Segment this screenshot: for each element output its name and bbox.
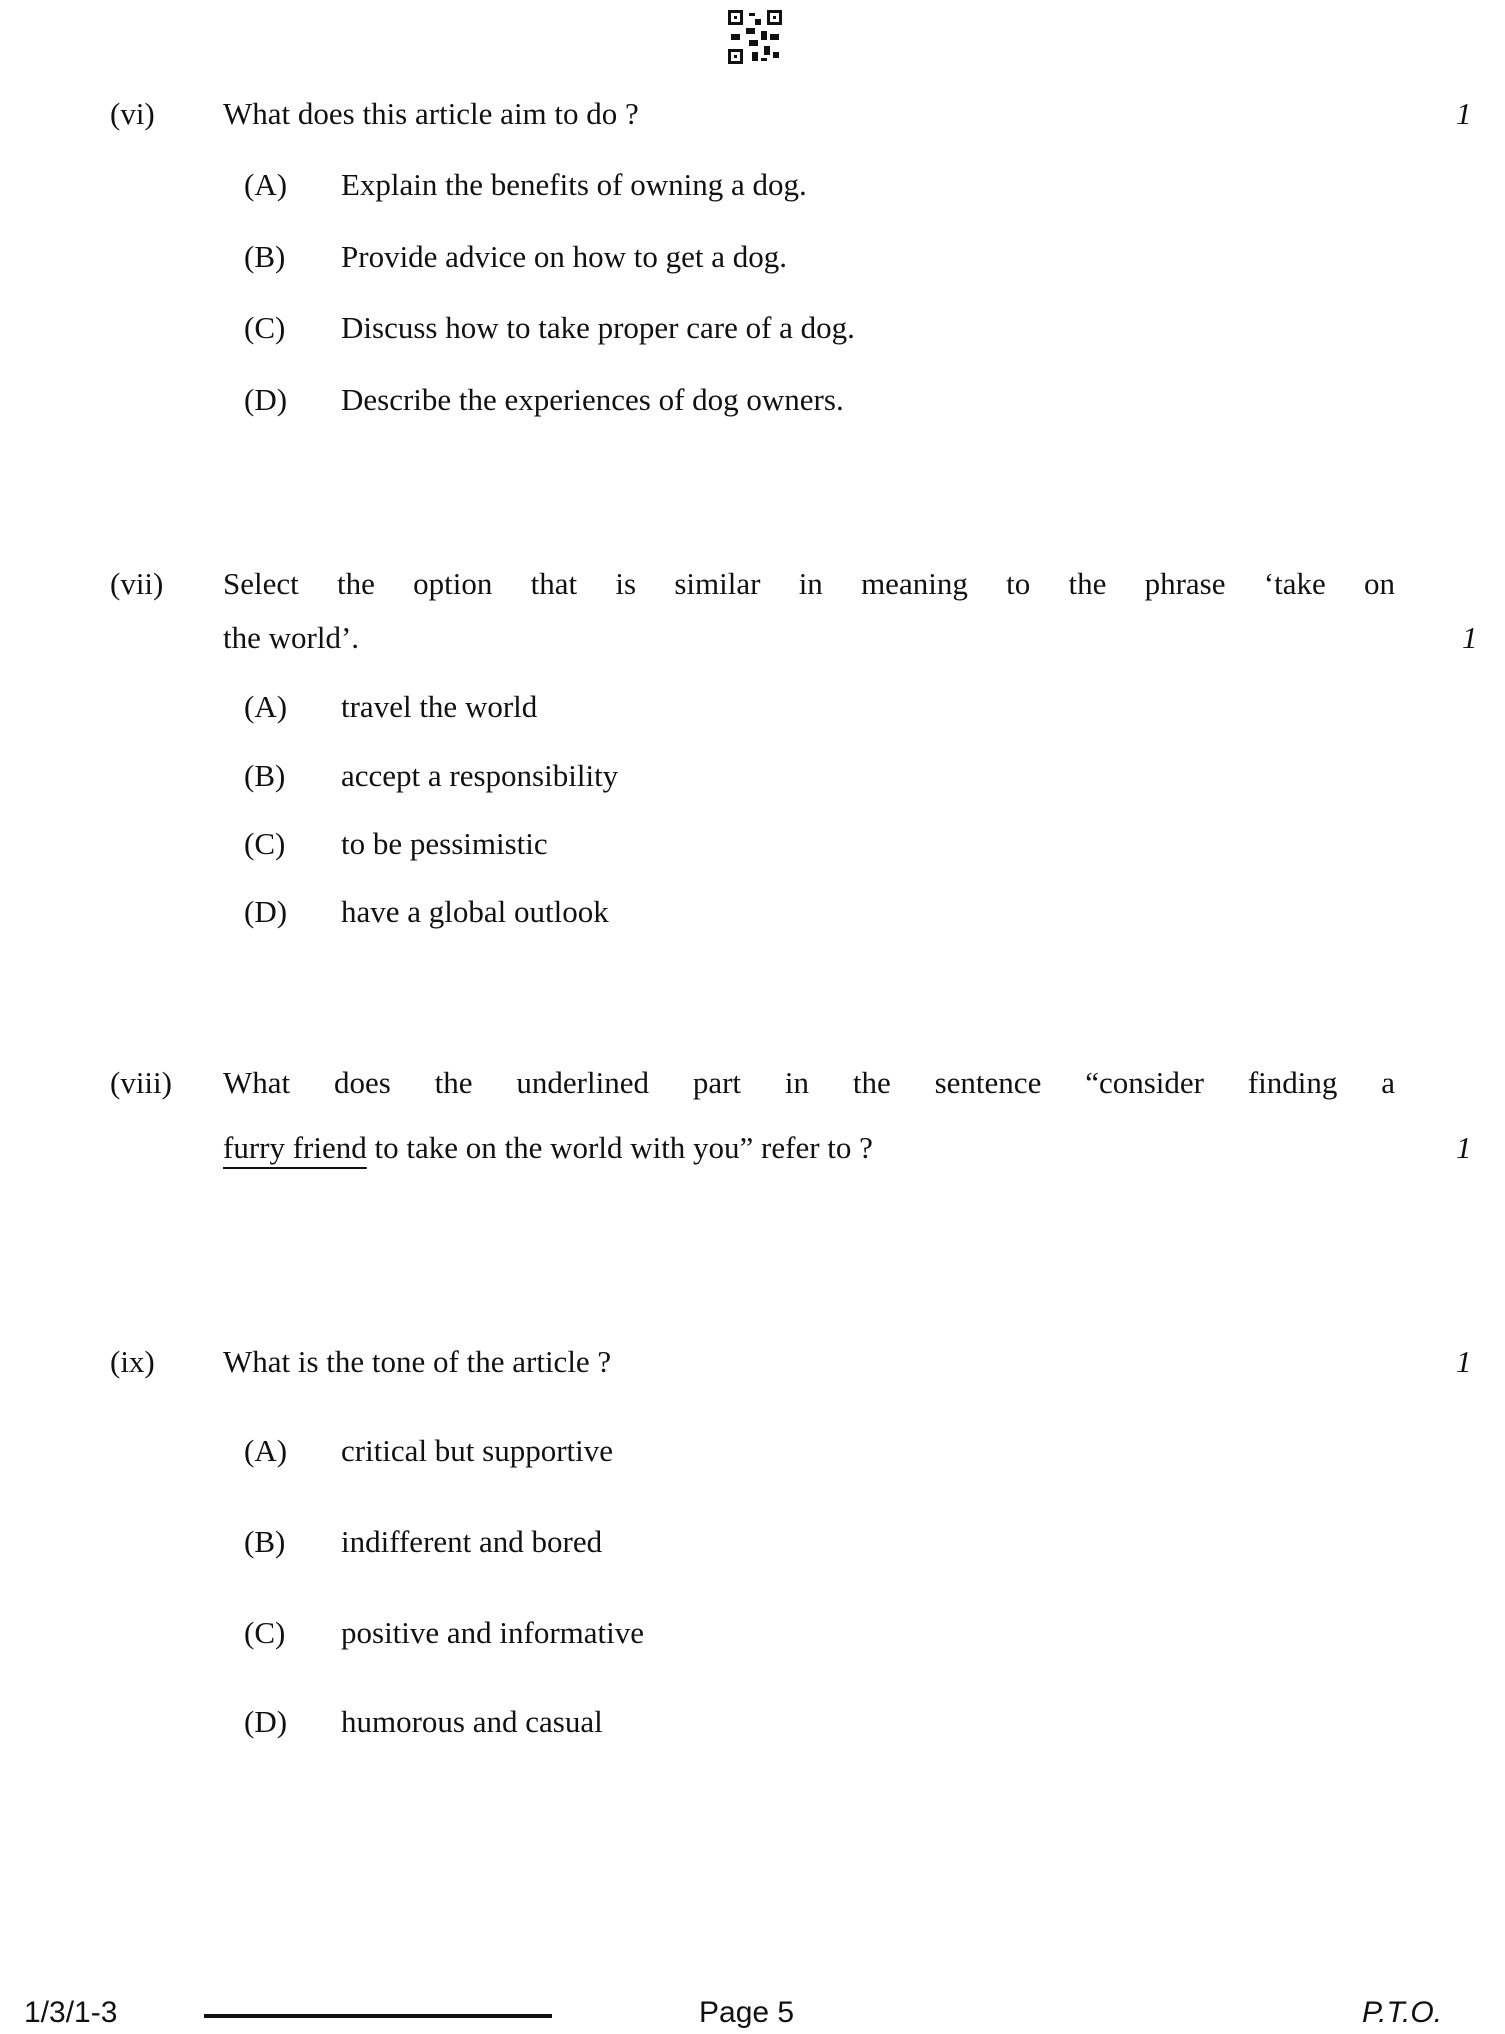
option-label: (B) [244, 758, 286, 793]
option-label: (C) [244, 1615, 286, 1650]
option-text: Discuss how to take proper care of a dog. [341, 310, 855, 345]
option-label: (B) [244, 239, 286, 274]
option-text: critical but supportive [341, 1433, 614, 1468]
option-text: travel the world [341, 689, 538, 724]
option-label: (C) [244, 310, 286, 345]
option-label: (A) [244, 689, 288, 724]
footer-rule [204, 2014, 552, 2018]
question-text: What is the tone of the article ? [223, 1344, 612, 1379]
option-text: positive and informative [341, 1615, 645, 1650]
option-label: (A) [244, 167, 288, 202]
pto-label: P.T.O. [1362, 1996, 1443, 2029]
page-number: Page 5 [699, 1996, 795, 2029]
question-number: (vii) [110, 566, 164, 601]
question-text-line1: What does the underlined part in the sentence “consider finding a [223, 1065, 1395, 1100]
question-number: (ix) [110, 1344, 155, 1379]
option-text: humorous and casual [341, 1704, 603, 1739]
option-text: Provide advice on how to get a dog. [341, 239, 787, 274]
option-text: indifferent and bored [341, 1524, 603, 1559]
question-number: (vi) [110, 96, 155, 131]
question-text-line1: Select the option that is similar in meaning to the phrase ‘take on [223, 566, 1395, 601]
paper-code: 1/3/1-3 [24, 1996, 118, 2029]
option-label: (B) [244, 1524, 286, 1559]
question-text-rest: to take on the world with you” refer to ? [366, 1130, 873, 1165]
question-marks: 1 [1462, 620, 1478, 655]
underlined-phrase: furry friend [223, 1130, 367, 1165]
option-label: (A) [244, 1433, 288, 1468]
option-text: to be pessimistic [341, 826, 548, 861]
question-text-line2 [223, 1130, 873, 1166]
option-text: accept a responsibility [341, 758, 619, 793]
option-text: Explain the benefits of owning a dog. [341, 167, 807, 202]
qr-code-icon [728, 10, 782, 64]
question-number: (viii) [110, 1065, 172, 1100]
option-text: have a global outlook [341, 894, 609, 929]
option-label: (D) [244, 894, 288, 929]
question-marks: 1 [1456, 1130, 1472, 1165]
option-label: (D) [244, 1704, 288, 1739]
question-marks: 1 [1456, 1344, 1472, 1379]
option-label: (D) [244, 382, 288, 417]
option-text: Describe the experiences of dog owners. [341, 382, 844, 417]
question-text-line2: the world’. [223, 620, 360, 655]
question-marks: 1 [1456, 96, 1472, 131]
option-label: (C) [244, 826, 286, 861]
question-text: What does this article aim to do ? [223, 96, 639, 131]
